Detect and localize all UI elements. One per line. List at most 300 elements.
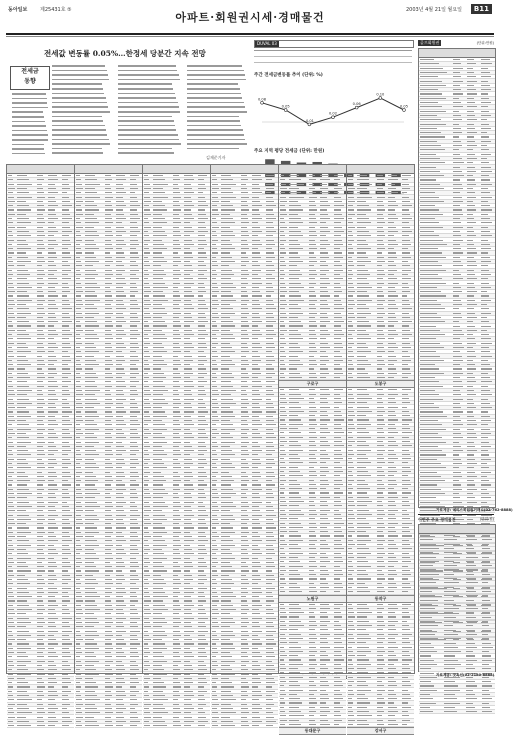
table-row [211, 724, 278, 728]
table-cell [241, 467, 248, 468]
chart1-data-label: 0.06 [353, 102, 362, 106]
table-cell [62, 656, 71, 657]
table-cell [153, 669, 164, 670]
table-cell [130, 175, 138, 176]
table-cell [212, 553, 216, 554]
text-line [52, 139, 109, 141]
table-cell [453, 218, 459, 219]
table-cell [289, 690, 303, 691]
table-cell [130, 338, 136, 339]
table-cell [116, 265, 124, 266]
table-cell [309, 505, 314, 506]
table-cell [280, 625, 286, 626]
table-cell [241, 674, 248, 675]
table-cell [105, 575, 110, 576]
table-cell [116, 704, 124, 705]
table-cell [309, 411, 317, 412]
table-cell [17, 674, 31, 675]
text-line [187, 116, 239, 118]
table-cell [153, 424, 165, 425]
table-cell [62, 334, 71, 335]
table-cell [221, 325, 236, 326]
table-cell [266, 506, 273, 507]
table-cell [153, 287, 168, 288]
table-cell [173, 592, 180, 593]
table-cell [221, 532, 236, 533]
table-cell [62, 506, 69, 507]
table-cell [198, 347, 207, 348]
table-cell [444, 591, 456, 592]
table-cell [105, 373, 111, 374]
table-cell [481, 72, 490, 73]
table-cell [62, 553, 71, 554]
table-cell [289, 527, 304, 528]
table-cell [37, 420, 42, 421]
table-cell [221, 558, 235, 559]
table-cell [221, 678, 230, 679]
table-cell [76, 188, 83, 189]
table-cell [280, 480, 286, 481]
text-line [52, 106, 108, 108]
table-cell [130, 489, 135, 490]
auction-header [418, 514, 494, 523]
table-cell [85, 476, 96, 477]
table-cell [153, 291, 163, 292]
table-cell [62, 278, 70, 279]
table-cell [130, 201, 138, 202]
table-cell [37, 566, 43, 567]
table-cell [320, 244, 329, 245]
table-cell [241, 368, 246, 369]
table-cell [198, 721, 208, 722]
table-cell [467, 484, 475, 485]
table-cell [85, 197, 100, 198]
table-cell [105, 201, 110, 202]
table-cell [348, 192, 353, 193]
table-cell [198, 283, 203, 284]
table-cell [116, 583, 122, 584]
table-cell [289, 458, 301, 459]
table-cell [241, 248, 249, 249]
table-cell [266, 429, 272, 430]
table-cell [466, 638, 474, 639]
table-cell [320, 475, 326, 476]
table-cell [153, 235, 167, 236]
table-cell [453, 493, 458, 494]
table-cell [289, 179, 302, 180]
table-cell [289, 724, 301, 725]
table-cell [420, 102, 438, 103]
table-cell [252, 484, 260, 485]
table-cell [453, 283, 459, 284]
table-cell [420, 248, 438, 249]
table-cell [444, 685, 457, 686]
table-cell [241, 510, 246, 511]
text-line [118, 74, 179, 76]
table-cell [280, 377, 285, 378]
table-cell [116, 656, 125, 657]
table-cell [62, 399, 67, 400]
table-cell [62, 665, 70, 666]
table-cell [76, 360, 80, 361]
table-cell [85, 454, 99, 455]
table-cell [453, 484, 460, 485]
table-cell [252, 570, 258, 571]
table-cell [85, 252, 94, 253]
table-cell [444, 582, 459, 583]
table-cell [8, 665, 14, 666]
table-cell [280, 274, 285, 275]
golf-price-table [418, 48, 496, 508]
table-cell [481, 489, 487, 490]
table-cell [266, 433, 274, 434]
table-cell [85, 381, 95, 382]
table-cell [76, 300, 82, 301]
table-cell [334, 227, 342, 228]
table-cell [221, 313, 236, 314]
text-line [12, 144, 44, 146]
table-cell [266, 540, 275, 541]
table-cell [85, 235, 99, 236]
table-cell [252, 287, 259, 288]
table-cell [481, 446, 491, 447]
table-cell [184, 622, 190, 623]
table-cell [280, 295, 285, 296]
table-cell [85, 545, 99, 546]
table-cell [320, 523, 330, 524]
table-cell [252, 527, 262, 528]
table-cell [453, 106, 462, 107]
table-cell [153, 446, 162, 447]
table-cell [153, 588, 163, 589]
table-cell [8, 540, 12, 541]
table-cell [320, 570, 328, 571]
table-cell [116, 188, 124, 189]
table-cell [8, 261, 13, 262]
table-cell [62, 540, 71, 541]
table-cell [173, 390, 177, 391]
table-cell [280, 424, 286, 425]
table-cell [17, 330, 26, 331]
table-cell [85, 626, 95, 627]
table-cell [320, 179, 330, 180]
table-cell [309, 659, 315, 660]
table-cell [85, 283, 98, 284]
table-cell [241, 639, 246, 640]
text-line [118, 111, 180, 113]
table-cell [309, 347, 315, 348]
table-cell [289, 300, 304, 301]
table-cell [173, 235, 181, 236]
table-cell [76, 399, 81, 400]
table-cell [466, 621, 478, 622]
table-cell [62, 717, 70, 718]
table-cell [453, 76, 461, 77]
table-cell [467, 407, 476, 408]
table-cell [37, 373, 43, 374]
table-cell [62, 265, 70, 266]
table-cell [467, 300, 475, 301]
table-cell [444, 707, 454, 708]
table-cell [357, 218, 369, 219]
table-cell [37, 562, 42, 563]
table-row [143, 724, 210, 728]
table-cell [116, 562, 124, 563]
table-cell [48, 476, 57, 477]
table-cell [153, 283, 166, 284]
table-cell [212, 188, 219, 189]
table-cell [130, 592, 135, 593]
table-cell [130, 600, 138, 601]
table-cell [420, 257, 446, 258]
table-cell [252, 721, 262, 722]
table-cell [173, 424, 179, 425]
table-cell [17, 364, 31, 365]
table-cell [8, 583, 13, 584]
table-cell [130, 695, 135, 696]
table-cell [309, 278, 315, 279]
table-cell [8, 480, 13, 481]
table-cell [266, 244, 275, 245]
table-cell [105, 639, 110, 640]
table-cell [105, 265, 110, 266]
table-cell [252, 635, 258, 636]
table-cell [130, 570, 136, 571]
table-cell [309, 535, 315, 536]
table-cell [130, 536, 138, 537]
table-cell [466, 604, 476, 605]
table-cell [334, 527, 340, 528]
table-cell [212, 209, 218, 210]
table-cell [420, 578, 433, 579]
table-cell [8, 454, 13, 455]
table-cell [252, 562, 260, 563]
table-cell [334, 402, 342, 403]
table-cell [420, 429, 446, 430]
table-cell [144, 678, 150, 679]
table-cell [173, 442, 181, 443]
table-cell [241, 295, 248, 296]
table-cell [184, 682, 193, 683]
table-cell [116, 678, 124, 679]
table-cell [153, 394, 163, 395]
table-cell [466, 565, 477, 566]
table-cell [76, 497, 83, 498]
table-cell [221, 600, 231, 601]
table-cell [280, 308, 285, 309]
table-cell [320, 540, 326, 541]
table-cell [280, 527, 286, 528]
table-cell [8, 497, 15, 498]
table-cell [173, 678, 178, 679]
table-cell [309, 570, 314, 571]
table-cell [309, 252, 314, 253]
table-cell [48, 390, 55, 391]
table-cell [198, 596, 205, 597]
table-cell [357, 197, 372, 198]
table-cell [153, 510, 163, 511]
table-cell [266, 622, 272, 623]
table-cell [334, 475, 340, 476]
table-cell [289, 205, 301, 206]
table-cell [17, 205, 29, 206]
table-cell [212, 347, 216, 348]
table-cell [252, 175, 260, 176]
table-cell [289, 531, 299, 532]
table-cell [153, 493, 168, 494]
table-cell [309, 240, 314, 241]
table-cell [105, 287, 109, 288]
table-cell [266, 570, 272, 571]
table-cell [85, 519, 100, 520]
article-tag-line1: 전세금 [11, 67, 49, 77]
table-cell [266, 648, 272, 649]
table-cell [221, 721, 233, 722]
table-cell [153, 368, 162, 369]
chart1-data-label: 0.10 [376, 93, 385, 97]
table-cell [48, 287, 55, 288]
table-cell [105, 330, 110, 331]
table-cell [289, 480, 298, 481]
table-cell [453, 252, 462, 253]
table-cell [334, 360, 343, 361]
table-cell [85, 618, 97, 619]
table-cell [252, 519, 258, 520]
table-cell [467, 197, 476, 198]
table-cell [17, 717, 27, 718]
table-cell [198, 472, 206, 473]
text-line [187, 74, 245, 76]
table-cell [173, 338, 181, 339]
table-cell [252, 222, 258, 223]
table-cell [212, 712, 218, 713]
table-cell [130, 510, 138, 511]
table-cell [309, 407, 316, 408]
table-cell [481, 386, 488, 387]
table-cell [153, 626, 163, 627]
table-cell [198, 725, 204, 726]
table-cell [289, 505, 299, 506]
table-cell [280, 265, 286, 266]
table-cell [17, 300, 32, 301]
article-byline: 김재준기자 [206, 155, 225, 161]
table-cell [48, 472, 56, 473]
table-cell [309, 553, 317, 554]
table-cell [212, 708, 217, 709]
table-cell [334, 407, 339, 408]
table-cell [420, 643, 431, 644]
table-cell [467, 489, 477, 490]
table-cell [116, 549, 124, 550]
table-cell [198, 308, 208, 309]
table-cell [116, 686, 122, 687]
table-cell [320, 287, 327, 288]
table-cell [420, 582, 436, 583]
table-cell [85, 570, 99, 571]
table-cell [212, 360, 216, 361]
table-cell [420, 326, 436, 327]
table-cell [153, 175, 163, 176]
table-cell [8, 600, 15, 601]
table-cell [320, 248, 326, 249]
table-cell [173, 274, 180, 275]
table-cell [241, 545, 249, 546]
table-cell [212, 343, 218, 344]
table-cell [153, 575, 162, 576]
table-cell [173, 613, 178, 614]
table-cell [144, 725, 150, 726]
table-cell [467, 442, 474, 443]
table-cell [105, 360, 111, 361]
table-cell [453, 446, 461, 447]
table-cell [453, 158, 462, 159]
district-heading: 동대문구 [279, 727, 346, 735]
table-cell [144, 197, 150, 198]
table-cell [357, 214, 367, 215]
table-cell [8, 669, 12, 670]
table-cell [184, 592, 194, 593]
table-cell [144, 218, 148, 219]
table-cell [105, 197, 113, 198]
text-line [118, 152, 174, 154]
table-cell [252, 605, 262, 606]
table-cell [17, 725, 32, 726]
table-cell [144, 665, 150, 666]
table-cell [48, 274, 54, 275]
table-cell [173, 313, 181, 314]
text-line [52, 143, 110, 145]
table-cell [467, 81, 477, 82]
table-cell [17, 656, 29, 657]
table-cell [105, 725, 113, 726]
table-cell [334, 325, 340, 326]
table-cell [144, 291, 151, 292]
table-cell [198, 480, 204, 481]
table-cell [280, 222, 285, 223]
table-cell [320, 578, 326, 579]
table-cell [420, 647, 434, 648]
table-cell [8, 442, 13, 443]
table-cell [62, 386, 67, 387]
table-cell [144, 420, 151, 421]
table-cell [116, 278, 124, 279]
table-cell [8, 368, 14, 369]
table-cell [320, 467, 328, 468]
table-cell [17, 231, 29, 232]
table-cell [85, 712, 100, 713]
table-cell [241, 631, 247, 632]
table-cell [482, 557, 488, 558]
table-cell [116, 674, 122, 675]
table-cell [153, 661, 167, 662]
table-cell [420, 711, 433, 712]
table-cell [212, 403, 218, 404]
table-cell [481, 442, 490, 443]
table-cell [48, 321, 58, 322]
table-cell [402, 214, 410, 215]
table-cell [266, 613, 274, 614]
table-cell [467, 459, 475, 460]
table-cell [221, 467, 235, 468]
table-cell [481, 63, 492, 64]
table-cell [453, 141, 460, 142]
table-cell [76, 338, 81, 339]
table-cell [377, 192, 384, 193]
table-cell [116, 527, 126, 528]
table-cell [289, 672, 301, 673]
table-cell [241, 231, 247, 232]
table-cell [309, 574, 315, 575]
